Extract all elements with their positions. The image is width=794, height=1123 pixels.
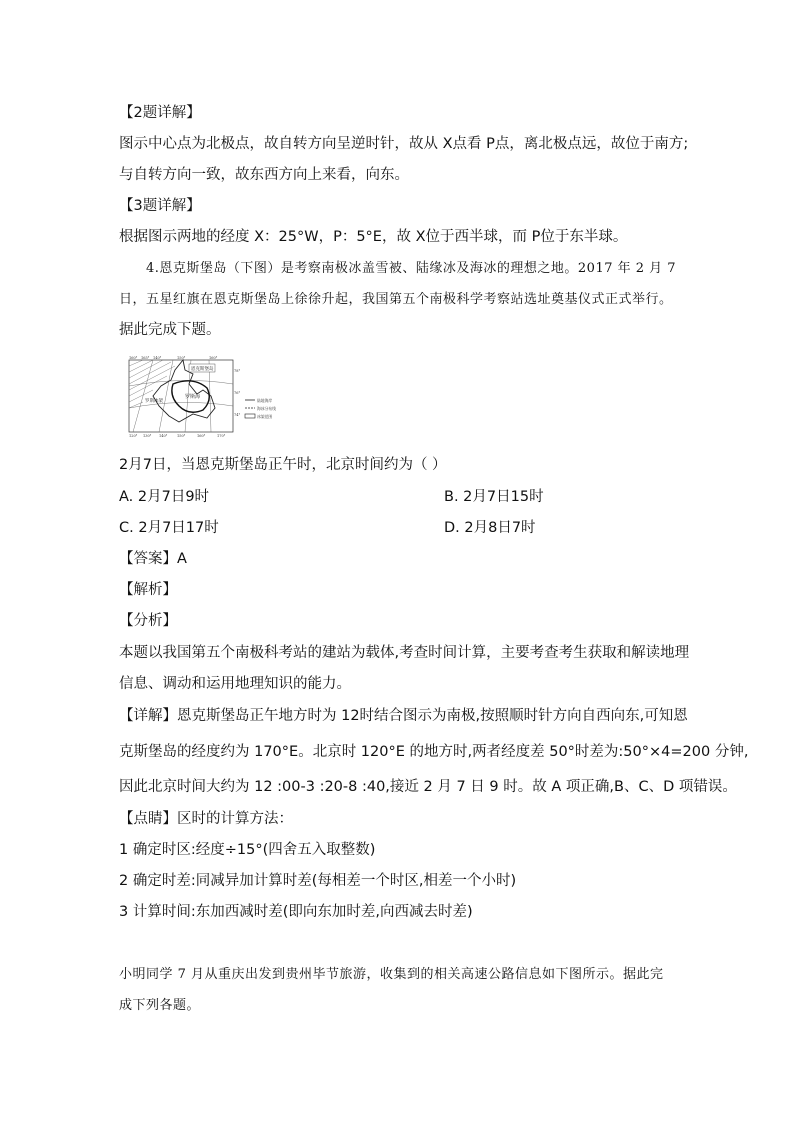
fenxi-heading: 【分析】 [119,613,177,629]
map-lon-label: 165° [141,356,150,360]
q4-intro-line: 4.恩克斯堡岛（下图）是考察南极冰盖雪被、陆缘冰及海冰的理想之地。2017 年 2 月 7 [146,261,677,276]
dianjing-step: 1 确定时区:经度÷15°(四舍五入取整数) [119,842,376,858]
map-lon-label: 120° [129,434,138,438]
map-lat-label: 78° [234,369,241,373]
q4-intro-line: 日，五星红旗在恩克斯堡岛上徐徐升起，我国第五个南极科学考察站选址奠基仪式正式举行。 [119,292,673,307]
option-d: D. 2月8日7时 [444,520,536,536]
map-lon-label: 130° [143,434,152,438]
fenxi-line: 本题以我国第五个南极科考站的建站为载体,考查时间计算，主要考查考生获取和解读地理 [119,645,690,661]
island-label: 恩克斯堡岛 [191,367,214,372]
legend-label: 海冰分布线 [257,406,276,411]
map-lon-label: 160° [209,356,218,360]
dianjing-heading: 【点睛】区时的计算方法： [119,811,293,827]
map-lon-label: 140° [159,434,168,438]
q2-detail-line: 图示中心点为北极点，故自转方向呈逆时针，故从 X点看 P点，离北极点远，故位于南方; [119,136,689,152]
option-a: A. 2月7日9时 [119,489,210,505]
q3-detail-line: 根据图示两地的经度 X：25°W，P：5°E，故 X位于西半球，而 P位于东半球。 [119,229,628,245]
q2-detail-line: 与自转方向一致，故东西方向上来看，向东。 [119,167,409,183]
map-lon-label: 140° [153,356,162,360]
map-lat-label: 74° [234,413,241,417]
map-lon-label: 150° [177,356,186,360]
option-b: B. 2月7日15时 [444,489,544,505]
next-intro-line: 小明同学 7 月从重庆出发到贵州毕节旅游，收集到的相关高速公路信息如下图所示。据此完 [119,967,664,982]
answer: 【答案】A [119,551,187,567]
fenxi-line: 信息、调动和运用地理知识的能力。 [119,676,351,692]
shelf-label: 罗斯冰架 [145,399,163,404]
map-lon-label: 150° [177,434,186,438]
dianjing-step: 3 计算时间:东加西减时差(即向东加时差,向西减去时差) [119,904,473,920]
q3-detail-heading: 【3题详解】 [119,198,201,214]
map-lon-label: 160° [129,356,138,360]
analysis-heading: 【解析】 [119,582,177,598]
next-intro-line: 成下列各题。 [119,998,201,1013]
antarctic-map-figure [123,356,283,438]
detail-line: 克斯堡岛的经度约为 170°E。北京时 120°E 的地方时,两者经度差 50°时差为:50°×4=200 分钟, [119,744,749,760]
dianjing-step: 2 确定时差:同减异加计算时差(每相差一个时区,相差一个小时) [119,873,517,889]
legend-label: 陆地海岸 [257,398,273,403]
map-lon-label: 160° [197,434,206,438]
detail-line: 因此北京时间大约为 12 :00-3 :20-8 :40,接近 2 月 7 日 9 时。故 A 项正确,B、C、D 项错误。 [119,779,737,795]
sea-label: 罗斯海 [185,394,201,400]
map-lat-label: 76° [234,391,241,395]
legend-label: 冰架范围 [257,414,273,419]
q2-detail-heading: 【2题详解】 [119,105,201,121]
detail-line: 【详解】恩克斯堡岛正午地方时为 12时结合图示为南极,按照顺时针方向自西向东,可知恩 [119,708,688,724]
map-lon-label: 170° [217,434,226,438]
option-c: C. 2月7日17时 [119,520,219,536]
q4-intro-line: 据此完成下题。 [119,322,221,338]
question-stem: 2月7日，当恩克斯堡岛正午时，北京时间约为（ ） [119,457,447,473]
